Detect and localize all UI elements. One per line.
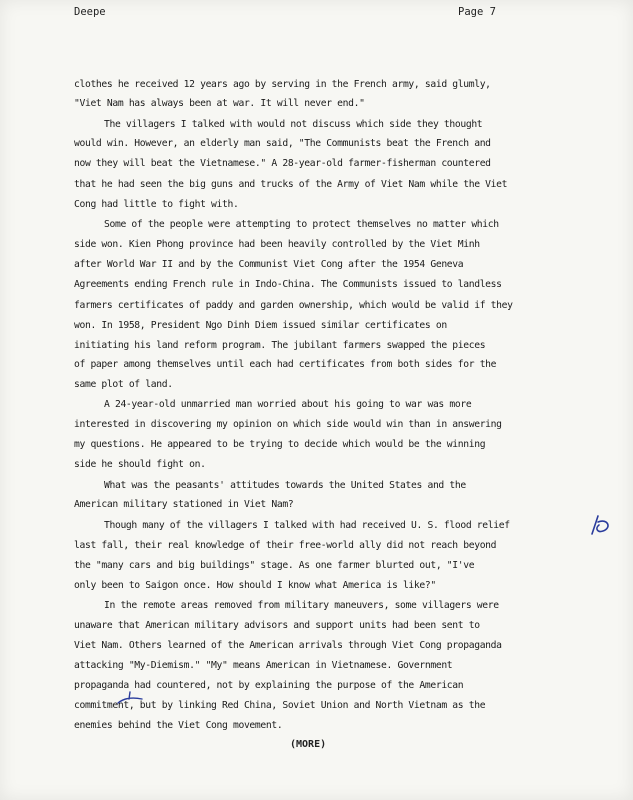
text-line: same plot of land. (74, 379, 173, 390)
text-line: now they will beat the Vietnamese." A 28-year-old farmer-fisherman countered (74, 158, 491, 169)
text-line: American military stationed in Viet Nam? (74, 499, 294, 510)
text-line: unaware that American military advisors and support units had been sent to (74, 620, 480, 631)
text-line: interested in discovering my opinion on which side would win than in answering (74, 419, 502, 430)
text-line: initiating his land reform program. The jubilant farmers swapped the pieces (74, 340, 486, 351)
text-line: Cong had little to fight with. (74, 199, 239, 210)
text-line: Viet Nam. Others learned of the American arrivals through Viet Cong propaganda (74, 640, 502, 651)
text-line: A 24-year-old unmarried man worried about his going to war was more (104, 399, 472, 410)
text-line: that he had seen the big guns and trucks of the Army of Viet Nam while the Viet (74, 179, 508, 190)
text-line: What was the peasants' attitudes towards the United States and the (104, 480, 466, 491)
text-line: commitment, but by linking Red China, Soviet Union and North Vietnam as the (74, 700, 486, 711)
text-line: "Viet Nam has always been at war. It will never end." (74, 98, 365, 109)
text-line: attacking "My-Diemism." "My" means American in Vietnamese. Government (74, 660, 453, 671)
text-line: side won. Kien Phong province had been heavily controlled by the Viet Minh (74, 239, 480, 250)
text-line: enemies behind the Viet Cong movement. (74, 720, 283, 731)
text-line: after World War II and by the Communist Viet Cong after the 1954 Geneva (74, 259, 464, 270)
ink-correction-mark (586, 512, 616, 542)
ink-underline-mark (116, 681, 146, 711)
header-page-number: Page 7 (458, 6, 496, 18)
text-line: propaganda had countered, not by explaining the purpose of the American (74, 680, 464, 691)
text-line: clothes he received 12 years ago by serving in the French army, said glumly, (74, 79, 491, 90)
text-line: side he should fight on. (74, 459, 206, 470)
text-line: last fall, their real knowledge of their free-world ally did not reach beyond (74, 540, 497, 551)
text-line: Though many of the villagers I talked with had received U. S. flood relief (104, 520, 510, 531)
text-line: of paper among themselves until each had certificates from both sides for the (74, 359, 497, 370)
text-line: Agreements ending French rule in Indo-China. The Communists issued to landless (74, 279, 502, 290)
header-author: Deepe (74, 6, 106, 18)
text-line: my questions. He appeared to be trying to decide which would be the winning (74, 439, 486, 450)
text-line: farmers certificates of paddy and garden ownership, which would be valid if they (74, 300, 513, 311)
text-line: The villagers I talked with would not discuss which side they thought (104, 119, 483, 130)
text-line: won. In 1958, President Ngo Dinh Diem issued similar certificates on (74, 320, 447, 331)
text-line: Some of the people were attempting to protect themselves no matter which (104, 219, 499, 230)
text-line: In the remote areas removed from military maneuvers, some villagers were (104, 600, 499, 611)
text-line: would win. However, an elderly man said, "The Communists beat the French and (74, 138, 491, 149)
text-line: the "many cars and big buildings" stage. As one farmer blurted out, "I've (74, 560, 475, 571)
more-footer: (MORE) (290, 739, 327, 750)
text-line: only been to Saigon once. How should I know what America is like?" (74, 580, 436, 591)
